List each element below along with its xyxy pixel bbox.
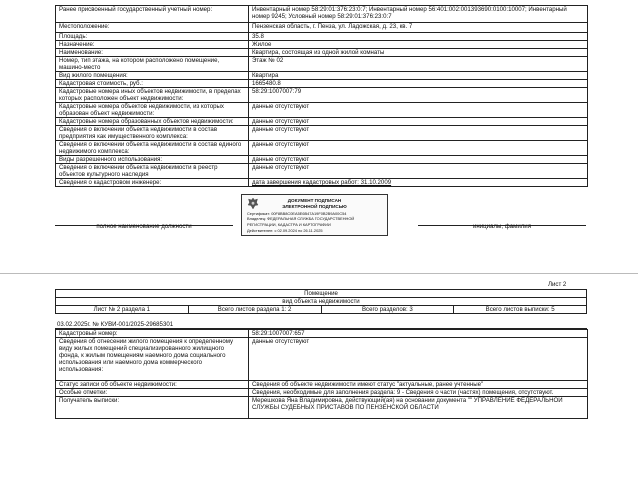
- table-row: [56, 41, 588, 49]
- table-row: [56, 72, 588, 80]
- name-caption: инициалы, фамилия: [472, 223, 532, 230]
- table-row: [56, 338, 588, 381]
- table-row: [56, 141, 588, 156]
- table-row: [56, 298, 587, 306]
- sheets-in-section: Всего листов раздела 1: 2: [188, 306, 321, 314]
- row-value: данные отсутствуют: [249, 118, 588, 126]
- table-row: [56, 49, 588, 57]
- table-row: [56, 80, 588, 88]
- row-value: Сведения, необходимые для заполнения раздела: 9 - Сведения о части (частях) помещения, отсутствуют.: [249, 389, 588, 397]
- row-label: Особые отметки:: [56, 389, 249, 397]
- section-subtitle: вид объекта недвижимости: [56, 298, 587, 306]
- stamp-line: РЕГИСТРАЦИИ, КАДАСТРА И КАРТОГРАФИИ: [247, 222, 331, 227]
- row-label: Местоположение:: [56, 23, 249, 33]
- row-label: Кадастровый номер:: [56, 330, 249, 338]
- row-label: Номер, тип этажа, на котором расположено помещение, машино-место: [56, 57, 249, 72]
- row-label: Сведения об отнесении жилого помещения к определенному виду жилых помещений специализированного жилищного фонда, к жилым помещениям наемного дома социального использования или наемного дома коммерческого использования:: [56, 338, 249, 381]
- sheet-number: Лист № 2 раздела 1: [56, 306, 189, 314]
- row-label: Кадастровые номера образованных объектов недвижимости:: [56, 118, 249, 126]
- table-row: [56, 88, 588, 103]
- row-label: Статус записи об объекте недвижимости:: [56, 381, 249, 389]
- row-value: данные отсутствуют: [249, 103, 588, 118]
- row-value: 58:29:1007007:79: [249, 88, 588, 103]
- sheet-label: Лист 2: [548, 281, 567, 288]
- row-label: Вид жилого помещения:: [56, 72, 249, 80]
- row-value: Инвентарный номер 58:29:01:376:23:0:7; Инвентарный номер 56:401:002:001393690:0100:10007; Инвентарный номер 9245; Условный номер 58:29:01:376:23:0:7: [249, 6, 588, 23]
- section-title: Помещение: [56, 290, 587, 298]
- table-row: [56, 23, 588, 33]
- table-row: [56, 164, 588, 179]
- page-divider: [0, 273, 638, 274]
- row-label: Площадь:: [56, 33, 249, 41]
- row-value: 1665480.8: [249, 80, 588, 88]
- row-label: Наименование:: [56, 49, 249, 57]
- table-row: [56, 156, 588, 164]
- table-row: [56, 118, 588, 126]
- row-label: Сведения о кадастровом инженере:: [56, 179, 249, 187]
- section-header-table: [55, 289, 587, 314]
- row-value: Мерешкова Яна Владимировна, действующий(ая) на основании документа "" УПРАВЛЕНИЕ ФЕДЕРАЛЬНОЙ СЛУЖБЫ СУДЕБНЫХ ПРИСТАВОВ ПО ПЕНЗЕНСКОЙ ОБЛАСТИ: [249, 397, 588, 419]
- table-row: [56, 330, 588, 338]
- row-label: Получатель выписки:: [56, 397, 249, 419]
- total-sheets: Всего листов выписки: 5: [454, 306, 587, 314]
- stamp-title: ДОКУМЕНТ ПОДПИСАН: [287, 198, 342, 203]
- position-caption: полное наименование должности: [96, 223, 192, 230]
- table-row: [56, 6, 588, 23]
- stamp-line: Владелец: ФЕДЕРАЛЬНАЯ СЛУЖБА ГОСУДАРСТВЕННОЙ: [247, 216, 355, 221]
- row-value: дата завершения кадастровых работ: 31.10.2009: [249, 179, 588, 187]
- total-sections: Всего разделов: 3: [321, 306, 454, 314]
- table-row: [56, 290, 587, 298]
- row-value: данные отсутствуют: [249, 126, 588, 141]
- row-value: Пензенская область, г. Пенза, ул. Ладожская, д. 23, кв. 7: [249, 23, 588, 33]
- table-row: [56, 126, 588, 141]
- table-row: [56, 57, 588, 72]
- row-value: Квартира, состоящая из одной жилой комнаты: [249, 49, 588, 57]
- request-reference: 03.02.2025г. № КУВИ-001/2025-29685301: [57, 321, 174, 328]
- row-label: Назначение:: [56, 41, 249, 49]
- row-label: Виды разрешенного использования:: [56, 156, 249, 164]
- row-label: Сведения о включении объекта недвижимости в реестр объектов культурного наследия: [56, 164, 249, 179]
- row-value: 35.8: [249, 33, 588, 41]
- table-row: [56, 381, 588, 389]
- table-row: [56, 179, 588, 187]
- row-label: Сведения о включении объекта недвижимости в состав предприятия как имущественного комплекса:: [56, 126, 249, 141]
- row-label: Кадастровая стоимость, руб.:: [56, 80, 249, 88]
- row-value: данные отсутствуют: [249, 156, 588, 164]
- stamp-subtitle: ЭЛЕКТРОННОЙ ПОДПИСЬЮ: [282, 204, 347, 209]
- table-row: [56, 397, 588, 419]
- row-label: Кадастровые номера объектов недвижимости, из которых образован объект недвижимости:: [56, 103, 249, 118]
- table-row: [56, 103, 588, 118]
- row-value: Квартира: [249, 72, 588, 80]
- property-info-table: [55, 5, 588, 187]
- row-label: Кадастровые номера иных объектов недвижимости, в пределах которых расположен объект недвижимости:: [56, 88, 249, 103]
- stamp-line: Сертификат: 00F8BB8C0EA5E6B47A19F0B2B9A00C54: [247, 211, 347, 216]
- row-value: данные отсутствуют: [249, 164, 588, 179]
- table-row: [56, 33, 588, 41]
- row-value: данные отсутствуют: [249, 141, 588, 156]
- row-value: 58:29:1007007:657: [249, 330, 588, 338]
- row-value: Сведения об объекте недвижимости имеют статус "актуальные, ранее учтенные": [249, 381, 588, 389]
- table-row: [56, 306, 587, 314]
- row-value: Жилое: [249, 41, 588, 49]
- signature-stamp: [241, 194, 388, 236]
- row-value: Этаж № 02: [249, 57, 588, 72]
- stamp-line: Действителен: с 02.09.2024 по 26.11.2025: [247, 228, 323, 233]
- table-row: [56, 389, 588, 397]
- row-value: данные отсутствуют: [249, 338, 588, 381]
- property-details-table: [55, 329, 588, 419]
- row-label: Сведения о включении объекта недвижимости в состав единого недвижимого комплекса:: [56, 141, 249, 156]
- row-label: Ранее присвоенный государственный учетный номер:: [56, 6, 249, 23]
